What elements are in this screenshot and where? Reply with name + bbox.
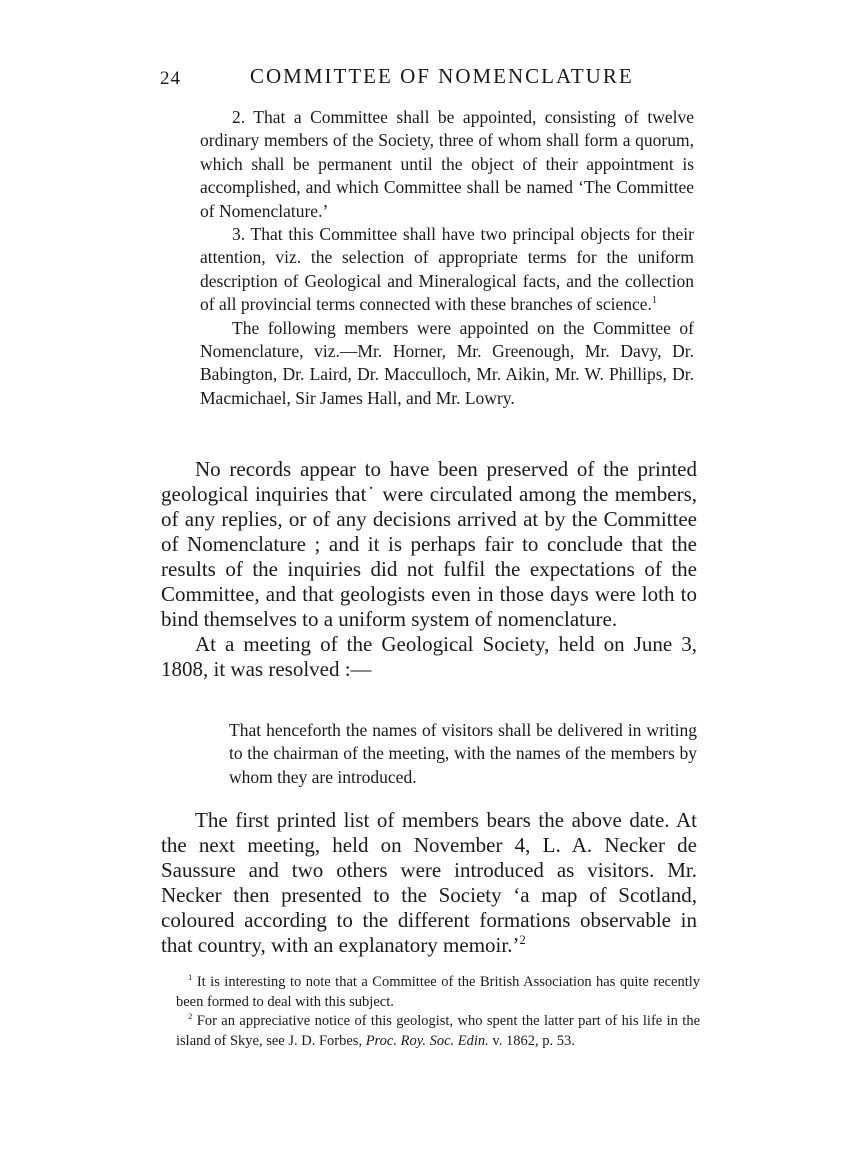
footnote-2-marker: 2 [188,1011,193,1022]
resolutions-quote [200,106,694,410]
visitors-resolution: That henceforth the names of visitors shall be delivered in writing to the chairman of the meeting, with the names of the members by whom they are introduced. [229,720,697,787]
resolution-3-text: 3. That this Committee shall have two principal objects for their attention, viz. the selection of appropriate terms for the uniform description of Geological and Mineralogical facts, and the collection of all provincial terms connected with these branches of science. [200,224,694,315]
footnote-1-marker: 1 [188,972,193,983]
footnote-2-journal: Proc. Roy. Soc. Edin. [365,1032,489,1049]
body-text-upper [161,457,697,682]
footnote-2-citation: v. 1862, p. 53. [492,1032,575,1049]
resolution-2-text: 2. That a Committee shall be appointed, consisting of twelve ordinary members of the Society, three of whom shall form a quorum, which shall be permanent until the object of their appointment is accomplished, and which Committee shall be named ‘The Committee of Nomenclature.’ [200,107,694,221]
committee-members-paragraph [200,317,694,411]
footnote-2 [176,1012,700,1051]
first-list-paragraph [161,808,697,958]
resolution-2 [200,106,694,223]
footnote-2-text: For an appreciative notice of this geologist, who spent the latter part of his life in the island of Skye, see J. D. Forbes, [176,1013,701,1049]
meeting-paragraph: At a meeting of the Geological Society, held on June 3, 1808, it was resolved :— [161,632,697,681]
footnote-ref-2[interactable]: 2 [519,933,526,947]
running-head: COMMITTEE OF NOMENCLATURE [250,64,634,88]
page-number: 24 [160,68,181,89]
footnote-1 [176,973,700,1012]
page-header [160,64,700,94]
first-list-text: The first printed list of members bears the above date. At the next meeting, held on November 4, L. A. Necker de Saussure and two others were introduced as visitors. Mr. Necker then presented to the Society ‘a map of Scotland, coloured according to the different formations observable in that country, with an explanatory memoir.’ [161,808,697,957]
footnotes [176,973,700,1051]
footnote-1-text: It is interesting to note that a Committee of the British Association has quite recently been formed to deal with this subject. [176,974,701,1010]
body-text-lower [161,808,697,958]
visitors-resolution-quote [229,719,697,789]
footnote-ref-1[interactable]: 1 [651,295,658,307]
records-paragraph: No records appear to have been preserved of the printed geological inquiries that˙ were circulated among the members, of any replies, or of any decisions arrived at by the Committee of Nomenclature ; and it is perhaps fair to conclude that the results of the inquiries did not fulfil the expectations of the Committee, and that geologists even in those days were loth to bind themselves to a uniform system of nomenclature. [161,457,697,631]
committee-members-text: The following members were appointed on the Committee of Nomenclature, viz.—Mr. Horner, Mr. Greenough, Mr. Davy, Dr. Babington, Dr. Laird, Dr. Macculloch, Mr. Aikin, Mr. W. Phillips, Dr. Macmichael, Sir James Hall, and Mr. Lowry. [200,317,694,408]
resolution-3 [200,223,694,317]
